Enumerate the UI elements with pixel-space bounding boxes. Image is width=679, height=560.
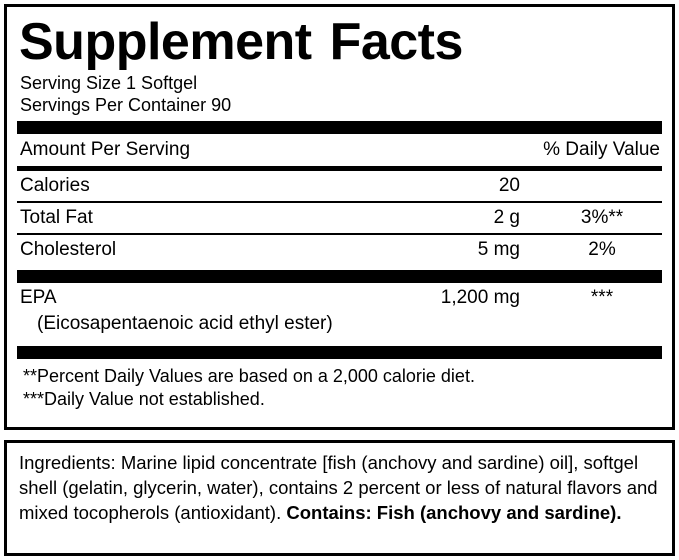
nutrient-name: Calories bbox=[20, 174, 90, 196]
title-supplement: Supplement bbox=[19, 13, 312, 71]
nutrient-name: Total Fat bbox=[20, 206, 93, 228]
nutrient-dv: 3%** bbox=[580, 206, 624, 228]
ingredients-box bbox=[4, 440, 675, 556]
nutrient-dv: 2% bbox=[588, 238, 616, 260]
table-row-epa bbox=[17, 283, 662, 313]
nutrient-amount: 5 mg bbox=[477, 238, 520, 260]
table-row bbox=[17, 235, 662, 265]
daily-value-header: % Daily Value bbox=[543, 138, 660, 160]
nutrient-amount: 20 bbox=[498, 174, 520, 196]
nutrient-amount: 1,200 mg bbox=[440, 286, 520, 308]
footnote-dv-not-established: ***Daily Value not established. bbox=[23, 388, 265, 409]
footnotes bbox=[17, 359, 662, 411]
nutrient-dv: *** bbox=[590, 286, 614, 308]
allergen-statement: Contains: Fish (anchovy and sardine). bbox=[286, 502, 622, 523]
nutrient-amount: 2 g bbox=[493, 206, 520, 228]
table-row bbox=[17, 203, 662, 233]
serving-size: Serving Size 1 Softgel bbox=[20, 72, 198, 93]
footnote-daily-values: **Percent Daily Values are based on a 2,000 calorie diet. bbox=[23, 365, 475, 386]
nutrient-name: Cholesterol bbox=[20, 238, 117, 260]
divider-thick-middle bbox=[17, 270, 662, 283]
divider-thick-bottom bbox=[17, 346, 662, 359]
epa-subtext: (Eicosapentaenoic acid ethyl ester) bbox=[37, 312, 333, 334]
title-facts: Facts bbox=[329, 13, 463, 71]
table-header-row bbox=[17, 134, 662, 166]
supplement-facts-panel bbox=[4, 4, 675, 430]
table-row bbox=[17, 171, 662, 201]
ingredients-text: Ingredients: Marine lipid concentrate [fish (anchovy and sardine) oil], softgel shell (gelatin, glycerin, water), contains 2 percent or less of natural flavors and mixed tocopherols (antioxidant). bbox=[19, 452, 658, 523]
nutrient-name: EPA bbox=[20, 286, 57, 308]
amount-per-serving-header: Amount Per Serving bbox=[20, 138, 191, 160]
servings-per-container: Servings Per Container 90 bbox=[20, 94, 232, 115]
page-title bbox=[19, 15, 662, 70]
divider-thick-top bbox=[17, 121, 662, 134]
